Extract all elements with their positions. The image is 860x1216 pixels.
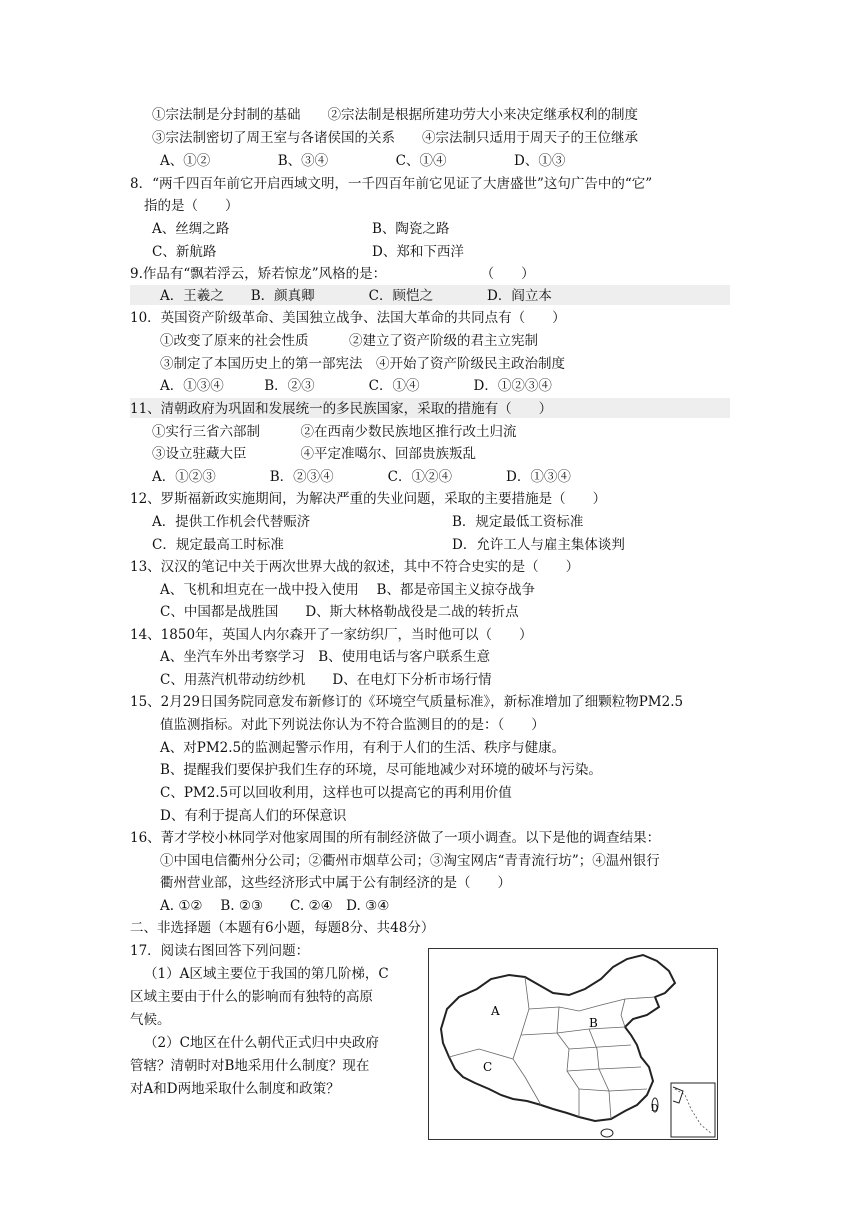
q15-option-b: B、提醒我们要保护我们生存的环境，尽可能地减少对环境的破坏与污染。 [160, 762, 602, 778]
china-outline [441, 955, 675, 1121]
q9-stem: 9.作品有“飘若浮云，矫若惊龙”风格的是： （ ） [130, 266, 535, 282]
province-border [589, 1029, 611, 1119]
q13-options-ab: A、飞机和坦克在一战中投入使用 B、都是帝国主义掠夺战争 [160, 582, 535, 598]
china-map-figure [428, 948, 718, 1140]
province-border [449, 1049, 513, 1059]
province-border [567, 1067, 641, 1071]
q11-stem: 11、清朝政府为巩固和发展统一的多民族国家，采取的措施有（ ） [130, 401, 553, 417]
q16-stem-cont-2: 衢州营业部，这些经济形式中属于公有制经济的是（ ） [160, 875, 511, 891]
q9-options: A．王羲之 B．颜真卿 C．顾恺之 D．阎立本 [160, 288, 552, 304]
q8-option-d: D、郑和下西洋 [372, 244, 464, 260]
q10-statement-1-2: ①改变了原来的社会性质 ②建立了资产阶级的君主立宪制 [160, 333, 538, 349]
q12-option-b: B．规定最低工资标准 [452, 514, 584, 530]
q10-stem: 10．英国资产阶级革命、美国独立战争、法国大革命的共同点有（ ） [130, 310, 566, 326]
q13-stem: 13、汉汉的笔记中关于两次世界大战的叙述，其中不符合史实的是（ ） [130, 559, 580, 575]
province-border [579, 1089, 647, 1091]
q14-options-cd: C、用蒸汽机带动纺纱机 D、在电灯下分析市场行情 [160, 672, 492, 688]
q15-option-d: D、有利于提高人们的环保意识 [160, 808, 347, 824]
province-border [621, 999, 625, 1027]
q16-stem-cont: ①中国电信衢州分公司；②衢州市烟草公司；③淘宝网店“青青流行坊”；④温州银行 [160, 853, 660, 869]
q8-option-c: C、新航路 [152, 244, 217, 260]
q15-option-a: A、对PM2.5的监测起警示作用，有利于人们的生活、秩序与健康。 [160, 740, 566, 756]
q12-option-d: D．允许工人与雇主集体谈判 [452, 537, 625, 553]
q8-option-b: B、陶瓷之路 [372, 221, 450, 237]
q16-options: A. ①② B. ②③ C. ②④ D. ③④ [160, 898, 390, 914]
province-border [521, 1027, 625, 1035]
south-china-sea-inset [671, 1083, 715, 1137]
q8-stem-cont: 指的是（ ） [144, 198, 239, 214]
q7-statement-3-4: ③宗法制密切了周王室与各诸侯国的关系 ④宗法制只适用于周天子的王位继承 [152, 130, 638, 146]
china-map-svg [429, 949, 717, 1139]
q17-part-2: （2）C地区在什么朝代正式归中央政府 [144, 1035, 379, 1051]
q17-part-2-cont-2: 对A和D两地采取什么制度和政策？ [130, 1081, 340, 1097]
q15-stem: 15、2月29日国务院同意发布新修订的《环境空气质量标准》，新标准增加了细颗粒物PM2.5 [130, 694, 684, 710]
province-border [569, 1045, 631, 1049]
q8-stem: 8．“两千四百年前它开启西域文明，一千四百年前它见证了大唐盛世”这句广告中的“它” [130, 176, 653, 192]
q14-stem: 14、1850年，英国人内尔森开了一家纺织厂，当时他可以（ ） [130, 627, 533, 643]
region-label-a: A [491, 1004, 500, 1018]
q12-option-a: A．提供工作机会代替赈济 [152, 514, 311, 530]
q11-statement-3-4: ③设立驻藏大臣 ④平定准噶尔、回部贵族叛乱 [152, 446, 476, 462]
province-border [529, 997, 655, 1011]
q17-stem: 17．阅读右图回答下列问题： [130, 943, 310, 959]
province-border [557, 1007, 579, 1117]
q12-option-c: C．规定最高工时标准 [152, 537, 284, 553]
q15-option-c: C、PM2.5可以回收利用，这样也可以提高它的再利用价值 [160, 785, 512, 801]
region-label-c: C [483, 1060, 493, 1074]
q8-option-a: A、丝绸之路 [152, 221, 230, 237]
q11-options: A．①②③ B．②③④ C．①②④ D．①③④ [152, 469, 571, 485]
q17-part-2-cont: 管辖？清朝时对B地采用什么制度？现在 [130, 1058, 370, 1074]
q15-stem-cont: 值监测指标。对此下列说法你认为不符合监测目的的是：（ ） [160, 717, 545, 733]
q10-statement-3-4: ③制定了本国历史上的第一部宪法 ④开始了资产阶级民主政治制度 [160, 356, 565, 372]
province-border [513, 977, 541, 1105]
q13-options-cd: C、中国都是战胜国 D、斯大林格勒战役是二战的转折点 [160, 604, 519, 620]
q7-statement-1-2: ①宗法制是分封制的基础 ②宗法制是根据所建功劳大小来决定继承权利的制度 [152, 107, 638, 123]
hainan-island [601, 1129, 613, 1137]
region-label-b: B [589, 1016, 598, 1030]
q7-options: A、①② B、③④ C、①④ D、①③ [160, 153, 566, 169]
q17-part-1-cont-2: 气候。 [130, 1012, 171, 1028]
q11-statement-1-2: ①实行三省六部制 ②在西南少数民族地区推行改土归流 [152, 424, 517, 440]
q16-stem: 16、菁才学校小林同学对他家周围的所有制经济做了一项小调查。以下是他的调查结果： [130, 830, 661, 846]
q17-part-1-cont: 区域主要由于什么的影响而有独特的高原 [130, 989, 373, 1005]
region-label-d: D [651, 1104, 659, 1114]
section-2-heading: 二、非选择题（本题有6小题，每题8分、共48分） [130, 920, 435, 936]
q12-stem: 12、罗斯福新政实施期间，为解决严重的失业问题，采取的主要措施是（ ） [130, 491, 607, 507]
q14-options-ab: A、坐汽车外出考察学习 B、使用电话与客户联系生意 [160, 649, 491, 665]
q17-part-1: （1）A区域主要位于我国的第几阶梯，C [144, 966, 389, 982]
q10-options: A．①③④ B．②③ C．①④ D．①②③④ [160, 378, 552, 394]
